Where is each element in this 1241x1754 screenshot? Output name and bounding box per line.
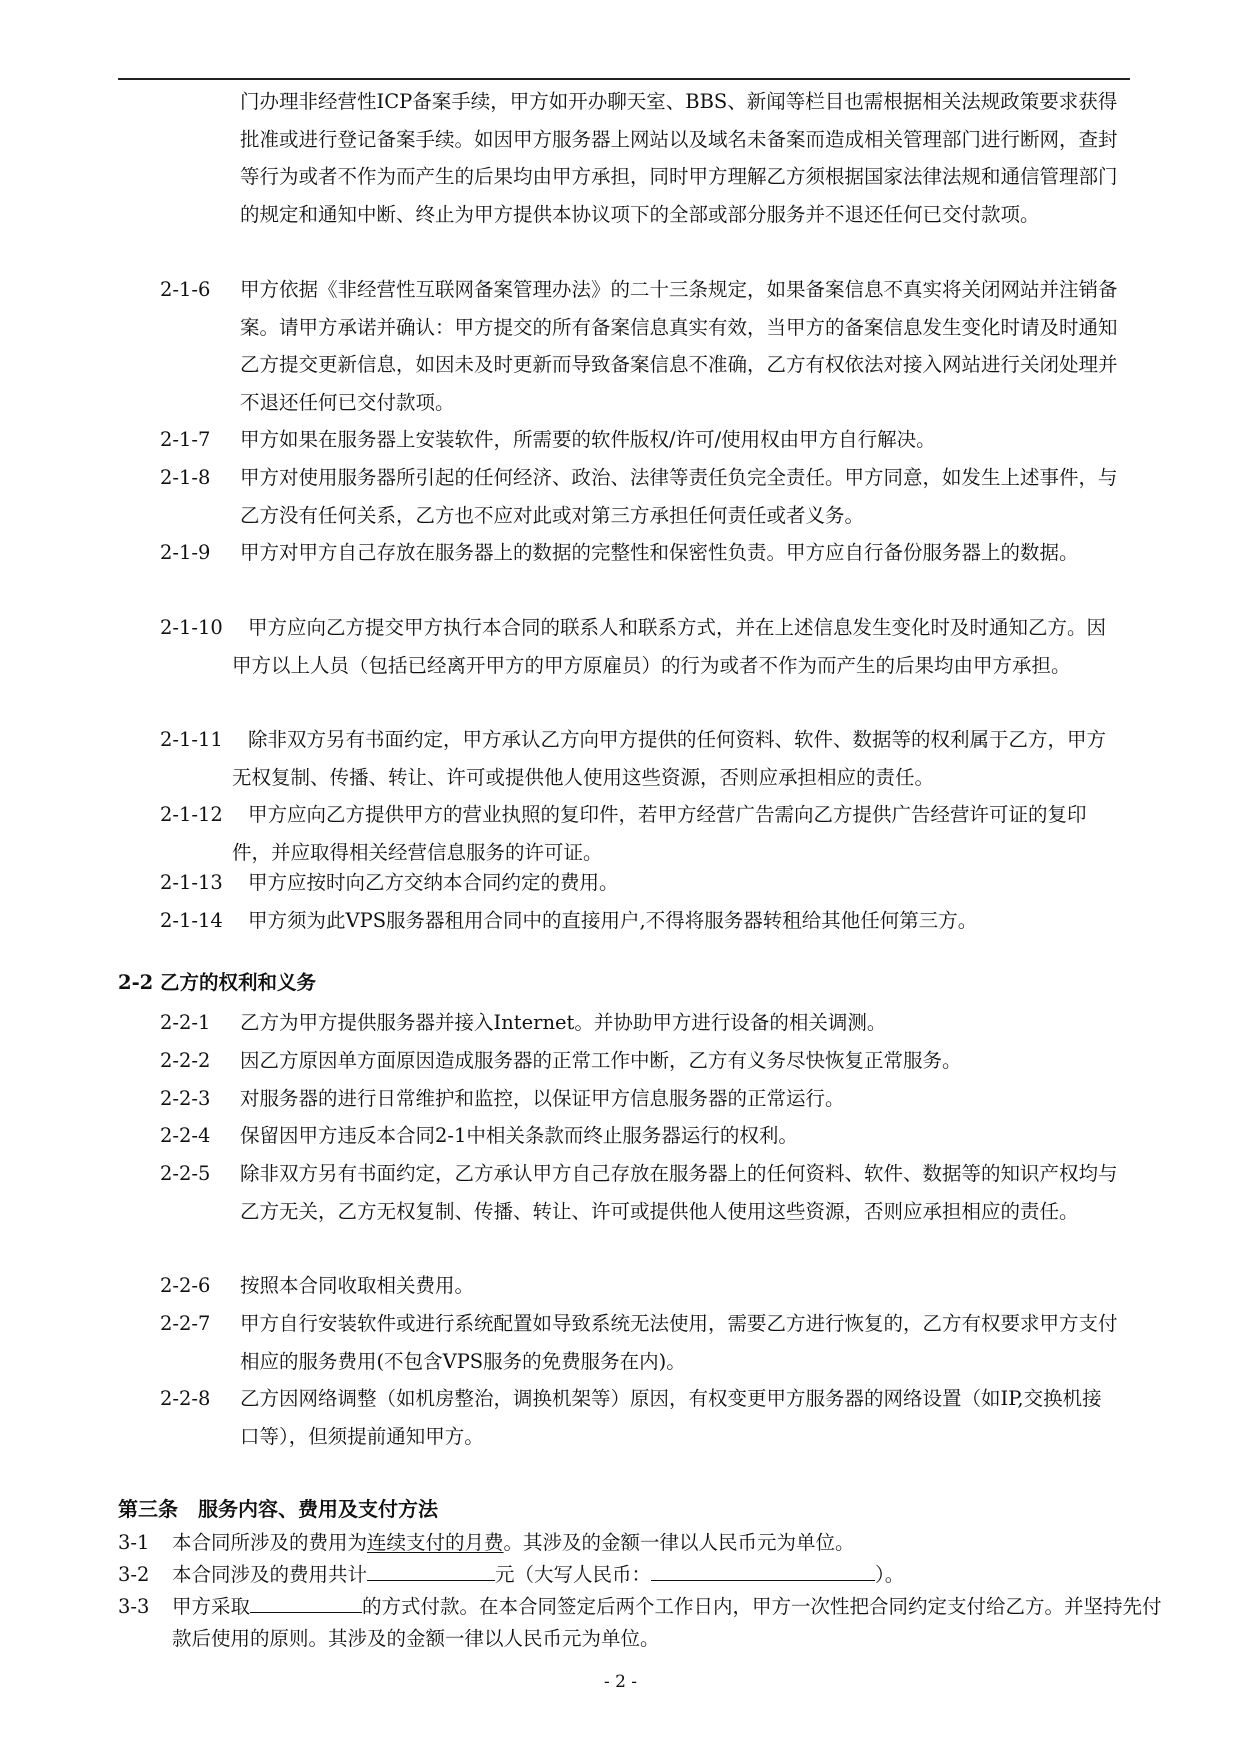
clause-number: 2-1-12 xyxy=(160,803,223,826)
clause-text: 甲方对甲方自己存放在服务器上的数据的完整性和保密性负责。甲方应自行备份服务器上的数据。 xyxy=(240,541,1079,564)
clause-text: 除非双方另有书面约定，甲方承认乙方向甲方提供的任何资料、软件、数据等的权利属于乙方，甲方无权复制、传播、转让、许可或提供他人使用这些资源，否则应承担相应的责任。 xyxy=(232,728,1107,789)
amount-uppercase-blank-field[interactable] xyxy=(651,1560,875,1581)
clause-text: 甲方应按时向乙方交纳本合同约定的费用。 xyxy=(248,871,619,894)
text-segment: ）。 xyxy=(875,1563,905,1586)
clause-number: 2-2-2 xyxy=(160,1049,211,1072)
clause-number: 2-2-8 xyxy=(160,1387,211,1410)
clause-text: 因乙方原因单方面原因造成服务器的正常工作中断，乙方有义务尽快恢复正常服务。 xyxy=(240,1049,962,1072)
text-segment: 甲方采取 xyxy=(172,1595,251,1618)
clause-number: 2-1-10 xyxy=(160,616,223,639)
clause-number: 2-1-6 xyxy=(160,278,211,301)
header-rule xyxy=(118,78,1130,80)
text-segment: 本合同所涉及的费用为 xyxy=(172,1531,368,1554)
clause-text: 甲方自行安装软件或进行系统配置如导致系统无法使用，需要乙方进行恢复的，乙方有权要求甲方支付相应的服务费用(不包含VPS服务的免费服务在内)。 xyxy=(240,1312,1118,1373)
clause-number: 2-2-6 xyxy=(160,1274,211,1297)
section-2-2-heading: 2-2 乙方的权利和义务 xyxy=(118,971,317,994)
clause-number: 2-1-11 xyxy=(160,728,223,751)
clause-text: 甲方应向乙方提交甲方执行本合同的联系人和联系方式，并在上述信息发生变化时及时通知乙方。因甲方以上人员（包括已经离开甲方的甲方原雇员）的行为或者不作为而产生的后果均由甲方承担。 xyxy=(232,616,1107,677)
clause-number: 2-2-4 xyxy=(160,1124,211,1147)
clause-text xyxy=(172,1527,1172,1559)
clause-number: 2-1-9 xyxy=(160,541,211,564)
clause-text: 对服务器的进行日常维护和监控，以保证甲方信息服务器的正常运行。 xyxy=(240,1087,845,1110)
text-segment: 元（大写人民币： xyxy=(495,1563,652,1586)
continuation-paragraph: 门办理非经营性ICP备案手续，甲方如开办聊天室、BBS、新闻等栏目也需根据相关法规政策要求获得批准或进行登记备案手续。如因甲方服务器上网站以及域名未备案而造成相关管理部门进行断网，查封等行为或者不作为而产生的后果均由甲方承担，同时甲方理解乙方须根据国家法律法规和通信管理部门的规定和通知中断、终止为甲方提供本协议项下的全部或部分服务并不退还任何已交付款项。 xyxy=(240,90,1118,226)
clause-text: 甲方须为此VPS服务器租用合同中的直接用户,不得将服务器转租给其他任何第三方。 xyxy=(248,909,978,932)
clause-text: 按照本合同收取相关费用。 xyxy=(240,1274,475,1297)
clause-number: 2-2-3 xyxy=(160,1087,211,1110)
clause-text: 甲方应向乙方提供甲方的营业执照的复印件，若甲方经营广告需向乙方提供广告经营许可证的复印件，并应取得相关经营信息服务的许可证。 xyxy=(232,803,1087,864)
clause-number: 2-1-8 xyxy=(160,466,211,489)
clause-text: 乙方为甲方提供服务器并接入Internet。并协助甲方进行设备的相关调测。 xyxy=(240,1011,887,1034)
clause-text: 甲方如果在服务器上安装软件，所需要的软件版权/许可/使用权由甲方自行解决。 xyxy=(240,428,936,451)
clause-text: 除非双方另有书面约定，乙方承认甲方自己存放在服务器上的任何资料、软件、数据等的知识产权均与乙方无关，乙方无权复制、传播、转让、许可或提供他人使用这些资源，否则应承担相应的责任。 xyxy=(240,1162,1118,1223)
section-3-heading: 第三条 服务内容、费用及支付方法 xyxy=(118,1497,438,1521)
clause-number: 2-2-1 xyxy=(160,1011,211,1034)
text-segment: 本合同涉及的费用共计 xyxy=(172,1563,368,1586)
page-number: - 2 - xyxy=(603,1672,638,1692)
clause-number: 3-1 xyxy=(118,1531,150,1554)
clause-text: 甲方对使用服务器所引起的任何经济、政治、法律等责任负完全责任。甲方同意，如发生上述事件，与乙方没有任何关系，乙方也不应对此或对第三方承担任何责任或者义务。 xyxy=(240,466,1118,527)
text-segment: 的方式付款。在本合同签定后两个工作日内，甲方一次性把合同约定支付给乙方。并坚持先付款后使用的原则。其涉及的金额一律以人民币元为单位。 xyxy=(172,1595,1162,1650)
clause-number: 3-3 xyxy=(118,1595,150,1618)
clause-number: 3-2 xyxy=(118,1563,150,1586)
clause-number: 2-2-5 xyxy=(160,1162,211,1185)
clause-text: 甲方依据《非经营性互联网备案管理办法》的二十三条规定，如果备案信息不真实将关闭网站并注销备案。请甲方承诺并确认：甲方提交的所有备案信息真实有效，当甲方的备案信息发生变化时请及时通知乙方提交更新信息，如因未及时更新而导致备案信息不准确，乙方有权依法对接入网站进行关闭处理并不退还任何已交付款项。 xyxy=(240,278,1118,414)
clause-number: 2-1-13 xyxy=(160,871,223,894)
clause-text: 保留因甲方违反本合同2-1中相关条款而终止服务器运行的权利。 xyxy=(240,1124,798,1147)
payment-method-blank-field[interactable] xyxy=(250,1592,362,1613)
clause-text xyxy=(172,1591,1172,1655)
payment-type-value: 连续支付的月费 xyxy=(367,1531,504,1554)
clause-number: 2-1-7 xyxy=(160,428,211,451)
text-segment: 。其涉及的金额一律以人民币元为单位。 xyxy=(503,1531,855,1554)
clause-number: 2-2-7 xyxy=(160,1312,211,1335)
clause-number: 2-1-14 xyxy=(160,909,223,932)
amount-blank-field[interactable] xyxy=(367,1560,495,1581)
clause-text xyxy=(172,1559,1172,1591)
clause-text: 乙方因网络调整（如机房整治，调换机架等）原因，有权变更甲方服务器的网络设置（如IP,交换机接口等），但须提前通知甲方。 xyxy=(240,1387,1102,1448)
